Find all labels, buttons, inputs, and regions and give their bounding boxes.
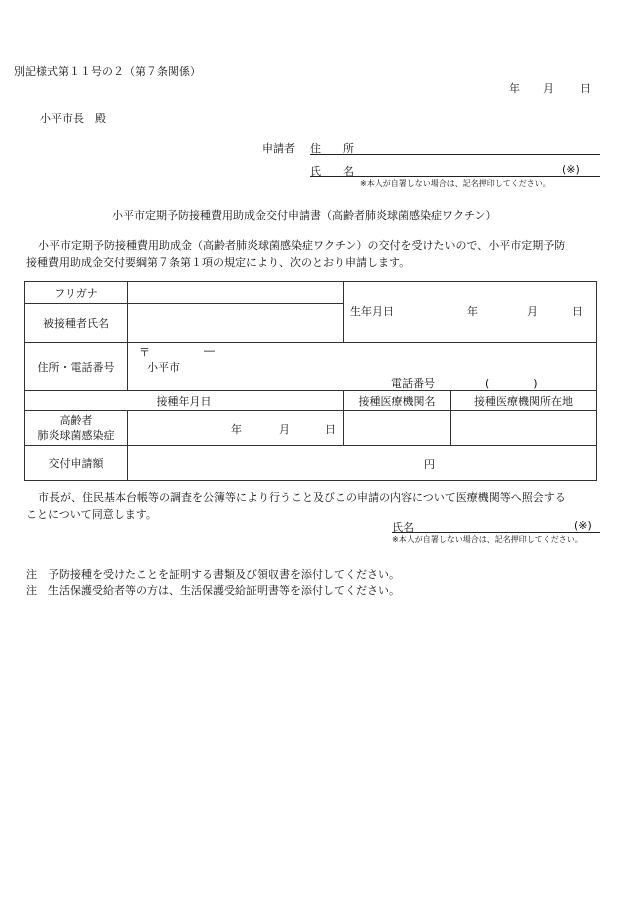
- vaccination-date-header: 接種年月日: [25, 391, 344, 411]
- consent-line-2: ことについて同意します。: [26, 508, 157, 521]
- patient-name-label: 被接種者氏名: [25, 304, 128, 343]
- amount-cell[interactable]: [128, 446, 597, 481]
- vaccine-label-line-1: 高齢者: [59, 414, 93, 427]
- note-item: 注 予防接種を受けたことを証明する書類及び領収書を添付してください。: [26, 568, 400, 581]
- applicant-name-line[interactable]: [310, 176, 600, 177]
- phone-label: 電話番号: [391, 377, 435, 390]
- intro-line-2: 接種費用助成金交付要綱第７条第１項の規定により、次のとおり申請します。: [26, 256, 411, 269]
- consent-seal-mark: (※): [574, 519, 592, 532]
- date-day-label: 日: [580, 82, 591, 95]
- vacc-month-label: 月: [279, 423, 290, 436]
- furigana-label: フリガナ: [25, 282, 128, 304]
- document-title: 小平市定期予防接種費用助成金交付申請書（高齢者肺炎球菌感染症ワクチン）: [112, 209, 497, 222]
- amount-unit: 円: [424, 458, 435, 471]
- postal-dash: ―: [204, 344, 215, 357]
- birthdate-cell[interactable]: [344, 282, 597, 343]
- clinic-address-input[interactable]: [451, 411, 597, 446]
- application-table: [24, 281, 597, 481]
- address-phone-label: 住所・電話番号: [25, 343, 128, 391]
- vacc-day-label: 日: [325, 423, 336, 436]
- consent-name-label: 氏名: [392, 521, 414, 534]
- form-number: 別記様式第１１号の２（第７条関係）: [14, 65, 201, 78]
- birth-year-label: 年: [467, 305, 478, 318]
- applicant-label: 申請者: [262, 142, 295, 155]
- applicant-address-label: 住 所: [310, 142, 354, 155]
- applicant-name-label: 氏 名: [310, 165, 354, 178]
- vaccine-label: [25, 411, 128, 446]
- birth-day-label: 日: [572, 305, 583, 318]
- patient-name-input[interactable]: [128, 304, 344, 343]
- vaccine-label-line-2: 肺炎球菌感染症: [37, 429, 115, 442]
- birth-month-label: 月: [527, 305, 538, 318]
- phone-parens: ( ): [485, 377, 538, 390]
- postal-mark: 〒: [139, 346, 150, 359]
- date-year-label: 年: [509, 82, 520, 95]
- addressee: 小平市長 殿: [40, 112, 106, 125]
- applicant-sign-note: ※本人が自署しない場合は、記名押印してください。: [360, 179, 551, 188]
- city-name: 小平市: [147, 361, 180, 374]
- clinic-name-input[interactable]: [344, 411, 451, 446]
- intro-line-1: 小平市定期予防接種費用助成金（高齢者肺炎球菌感染症ワクチン）の交付を受けたいので、小平市定期予防: [38, 239, 566, 252]
- amount-label: 交付申請額: [25, 446, 128, 481]
- consent-name-line[interactable]: [392, 532, 600, 533]
- vaccination-date-cell[interactable]: [128, 411, 344, 446]
- date-month-label: 月: [543, 82, 554, 95]
- address-phone-cell[interactable]: [128, 343, 597, 391]
- applicant-seal-mark: (※): [562, 163, 580, 176]
- vacc-year-label: 年: [231, 423, 242, 436]
- consent-sign-note: ※本人が自署しない場合は、記名押印してください。: [392, 535, 583, 544]
- clinic-name-header: 接種医療機関名: [344, 391, 451, 411]
- note-item: 注 生活保護受給者等の方は、生活保護受給証明書等を添付してください。: [26, 584, 400, 597]
- birthdate-label: 生年月日: [350, 305, 394, 318]
- clinic-address-header: 接種医療機関所在地: [451, 391, 597, 411]
- furigana-input[interactable]: [128, 282, 344, 304]
- consent-line-1: 市長が、住民基本台帳等の調査を公簿等により行うこと及びこの申請の内容について医療機関等へ照会する: [38, 491, 566, 504]
- applicant-address-line[interactable]: [310, 154, 600, 155]
